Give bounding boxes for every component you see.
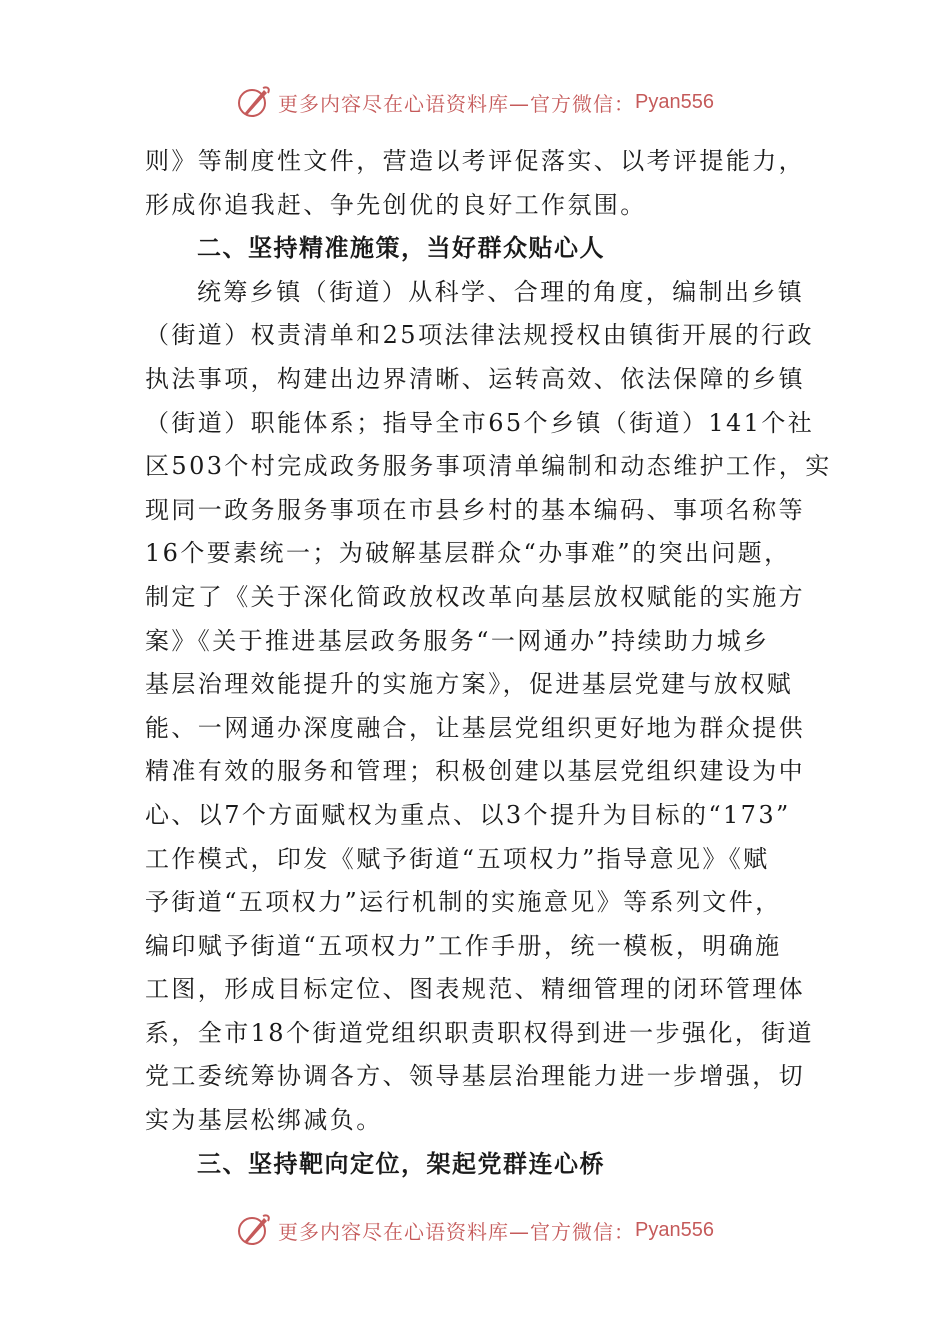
- text-line: （街道）职能体系；指导全市65个乡镇（街道）141个社: [145, 408, 815, 437]
- text-line: 16个要素统一；为破解基层群众“办事难”的突出问题，: [145, 539, 791, 568]
- text-line: 区503个村完成政务服务事项清单编制和动态维护工作，实: [145, 452, 832, 481]
- text-line: 基层治理效能提升的实施方案》，促进基层党建与放权赋: [145, 670, 793, 699]
- document-body: [145, 140, 832, 1186]
- text-line: 心、以7个方面赋权为重点、以3个提升为目标的“173”: [145, 800, 791, 829]
- text-line: 工图，形成目标定位、图表规范、精细管理的闭环管理体: [145, 975, 805, 1004]
- section-heading-2: 二、坚持精准施策，当好群众贴心人: [197, 234, 605, 263]
- text-line: 现同一政务服务事项在市县乡村的基本编码、事项名称等: [145, 495, 805, 524]
- text-line: 形成你追我赶、争先创优的良好工作氛围。: [145, 190, 647, 219]
- text-line: 执法事项，构建出边界清晰、运转高效、依法保障的乡镇: [145, 364, 805, 393]
- banner-text: 更多内容尽在心语资料库—官方微信：: [278, 91, 636, 116]
- text-line: 编印赋予街道“五项权力”工作手册，统一模板，明确施: [145, 931, 782, 960]
- banner-text: 更多内容尽在心语资料库—官方微信：: [278, 1219, 636, 1244]
- quill-pen-logo-icon: [236, 1212, 272, 1248]
- text-line: 统筹乡镇（街道）从科学、合理的角度，编制出乡镇: [197, 277, 805, 306]
- text-line: 予街道“五项权力”运行机制的实施意见》等系列文件，: [145, 888, 782, 917]
- banner-wechat-id: Pyan556: [635, 90, 714, 113]
- text-line: 系，全市18个街道党组织职责职权得到进一步强化，街道: [145, 1018, 814, 1047]
- quill-pen-logo-icon: [236, 84, 272, 120]
- text-line: 工作模式，印发《赋予街道“五项权力”指导意见》《赋: [145, 844, 770, 873]
- text-line: 能、一网通办深度融合，让基层党组织更好地为群众提供: [145, 713, 805, 742]
- text-line: 党工委统筹协调各方、领导基层治理能力进一步增强，切: [145, 1062, 805, 1091]
- text-line: 精准有效的服务和管理；积极创建以基层党组织建设为中: [145, 757, 805, 786]
- footer-watermark-banner: [0, 1208, 950, 1252]
- text-line: 则》等制度性文件，营造以考评促落实、以考评提能力，: [145, 147, 805, 175]
- text-line: （街道）权责清单和25项法律法规授权由镇街开展的行政: [145, 321, 814, 350]
- text-line: 制定了《关于深化简政放权改革向基层放权赋能的实施方: [145, 582, 805, 611]
- text-line: 实为基层松绑减负。: [145, 1106, 383, 1135]
- section-heading-3: 三、坚持靶向定位，架起党群连心桥: [197, 1149, 605, 1178]
- banner-wechat-id: Pyan556: [635, 1218, 714, 1241]
- text-line: 案》《关于推进基层政务服务“一网通办”持续助力城乡: [145, 626, 770, 655]
- header-watermark-banner: [0, 80, 950, 124]
